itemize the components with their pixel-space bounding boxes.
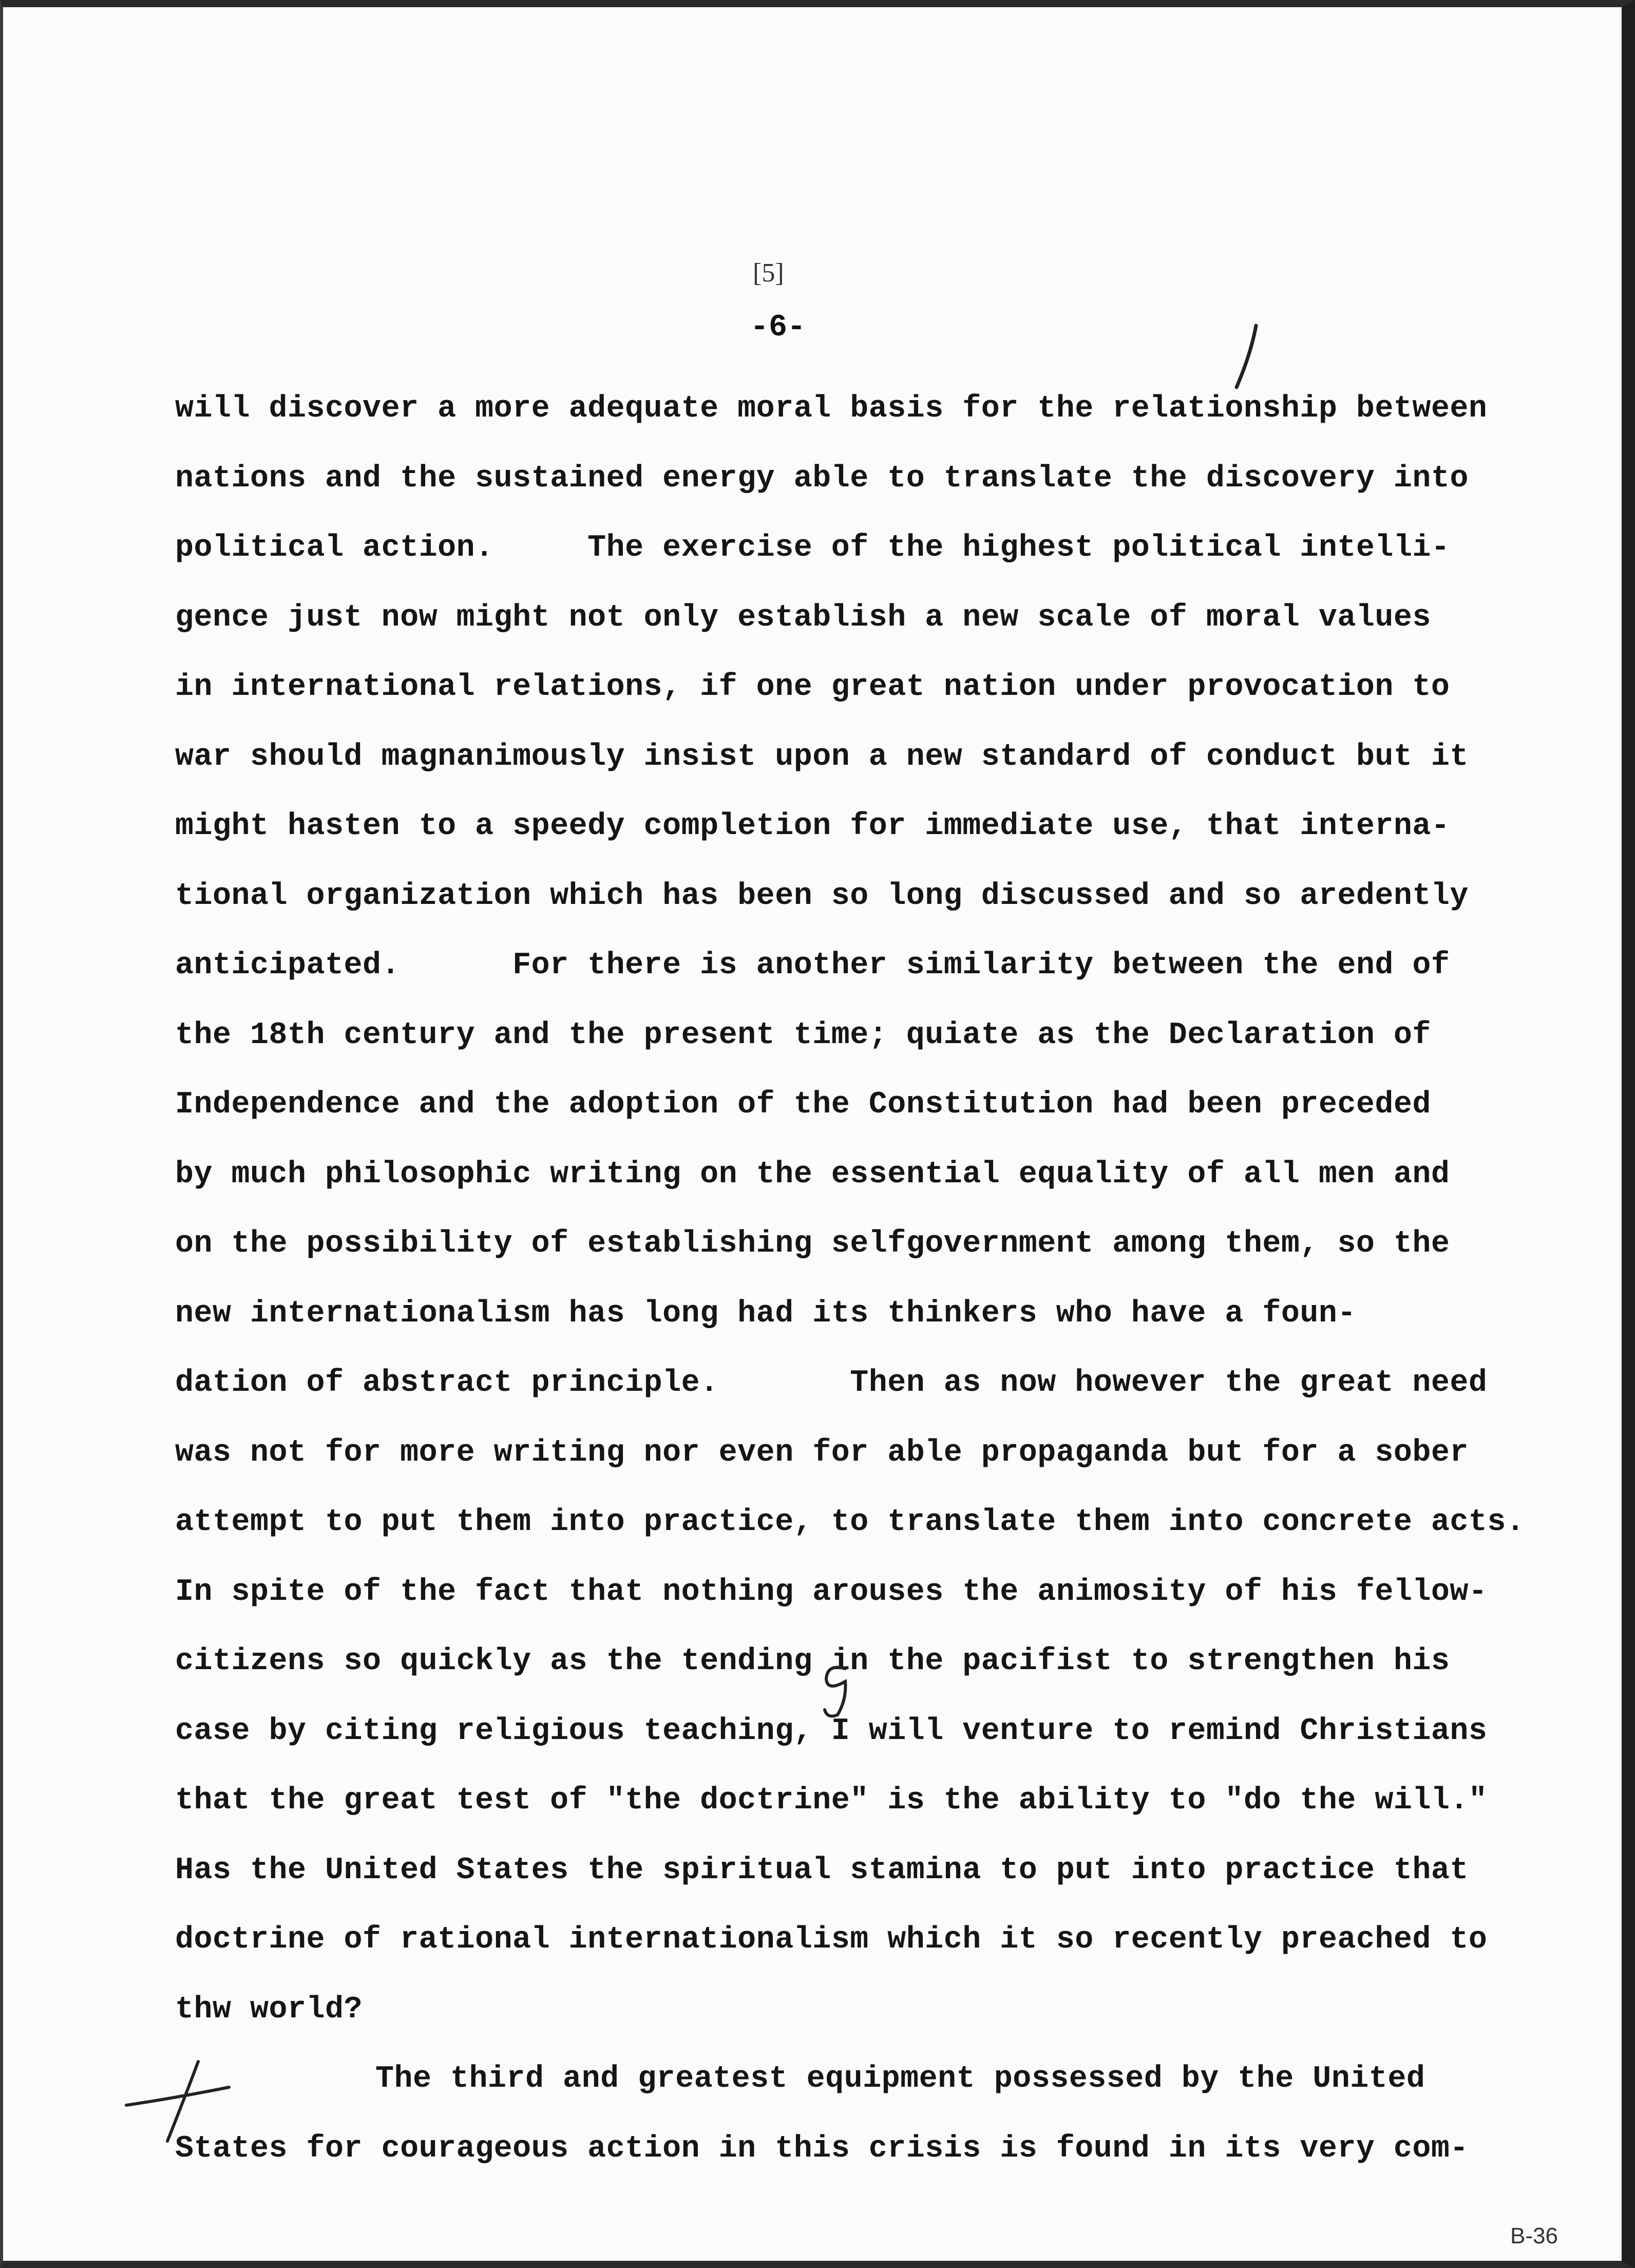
- text-line: political action. The exercise of the highest political intelli-: [175, 531, 1450, 565]
- handwritten-g-mark: [817, 1664, 853, 1720]
- page-number: -6-: [750, 310, 806, 345]
- text-line: Has the United States the spiritual stamina to put into practice that: [175, 1853, 1469, 1888]
- text-line: The third and greatest equipment possessed by the United: [375, 2062, 1425, 2096]
- text-line: on the possibility of establishing selfgovernment among them, so the: [175, 1226, 1450, 1261]
- text-line: Independence and the adoption of the Constitution had been preceded: [175, 1087, 1431, 1122]
- text-line: case by citing religious teaching, I will venture to remind Christians: [175, 1713, 1488, 1749]
- text-line: gence just now might not only establish a new scale of moral values: [175, 600, 1431, 635]
- text-line: anticipated. For there is another similarity between the end of: [175, 948, 1450, 983]
- text-line: was not for more writing nor even for able propaganda but for a sober: [175, 1435, 1469, 1470]
- text-line: States for courageous action in this crisis is found in its very com-: [175, 2131, 1469, 2166]
- text-line: by much philosophic writing on the essential equality of all men and: [175, 1157, 1450, 1192]
- text-line: new internationalism has long had its thinkers who have a foun-: [175, 1296, 1356, 1331]
- text-line: nations and the sustained energy able to translate the discovery into: [175, 461, 1469, 496]
- text-line: dation of abstract principle. Then as now however the great need: [175, 1366, 1488, 1401]
- text-line: in international relations, if one great nation under provocation to: [175, 670, 1450, 705]
- text-line: the 18th century and the present time; quiate as the Declaration of: [175, 1017, 1431, 1053]
- text-line: will discover a more adequate moral basis for the relationship between: [175, 391, 1488, 426]
- handwritten-cross-mark: [121, 2056, 234, 2144]
- text-line: might hasten to a speedy completion for immediate use, that interna-: [175, 809, 1450, 844]
- page-number-bracket: [5]: [753, 258, 784, 288]
- archive-reference: B-36: [1510, 2223, 1558, 2248]
- text-line: war should magnanimously insist upon a new standard of conduct but it: [175, 739, 1469, 774]
- text-line: that the great test of "the doctrine" is the ability to "do the will.": [175, 1783, 1488, 1818]
- text-line: attempt to put them into practice, to translate them into concrete acts.: [175, 1505, 1525, 1540]
- text-line: citizens so quickly as the tending in the pacifist to strengthen his: [175, 1644, 1450, 1679]
- text-line: doctrine of rational internationalism which it so recently preached to: [175, 1922, 1488, 1957]
- text-line: In spite of the fact that nothing arouses the animosity of his fellow-: [175, 1574, 1488, 1610]
- text-line: tional organization which has been so long discussed and so aredently: [175, 878, 1469, 914]
- text-line: thw world?: [175, 1992, 363, 2027]
- body-text: [175, 374, 1572, 2184]
